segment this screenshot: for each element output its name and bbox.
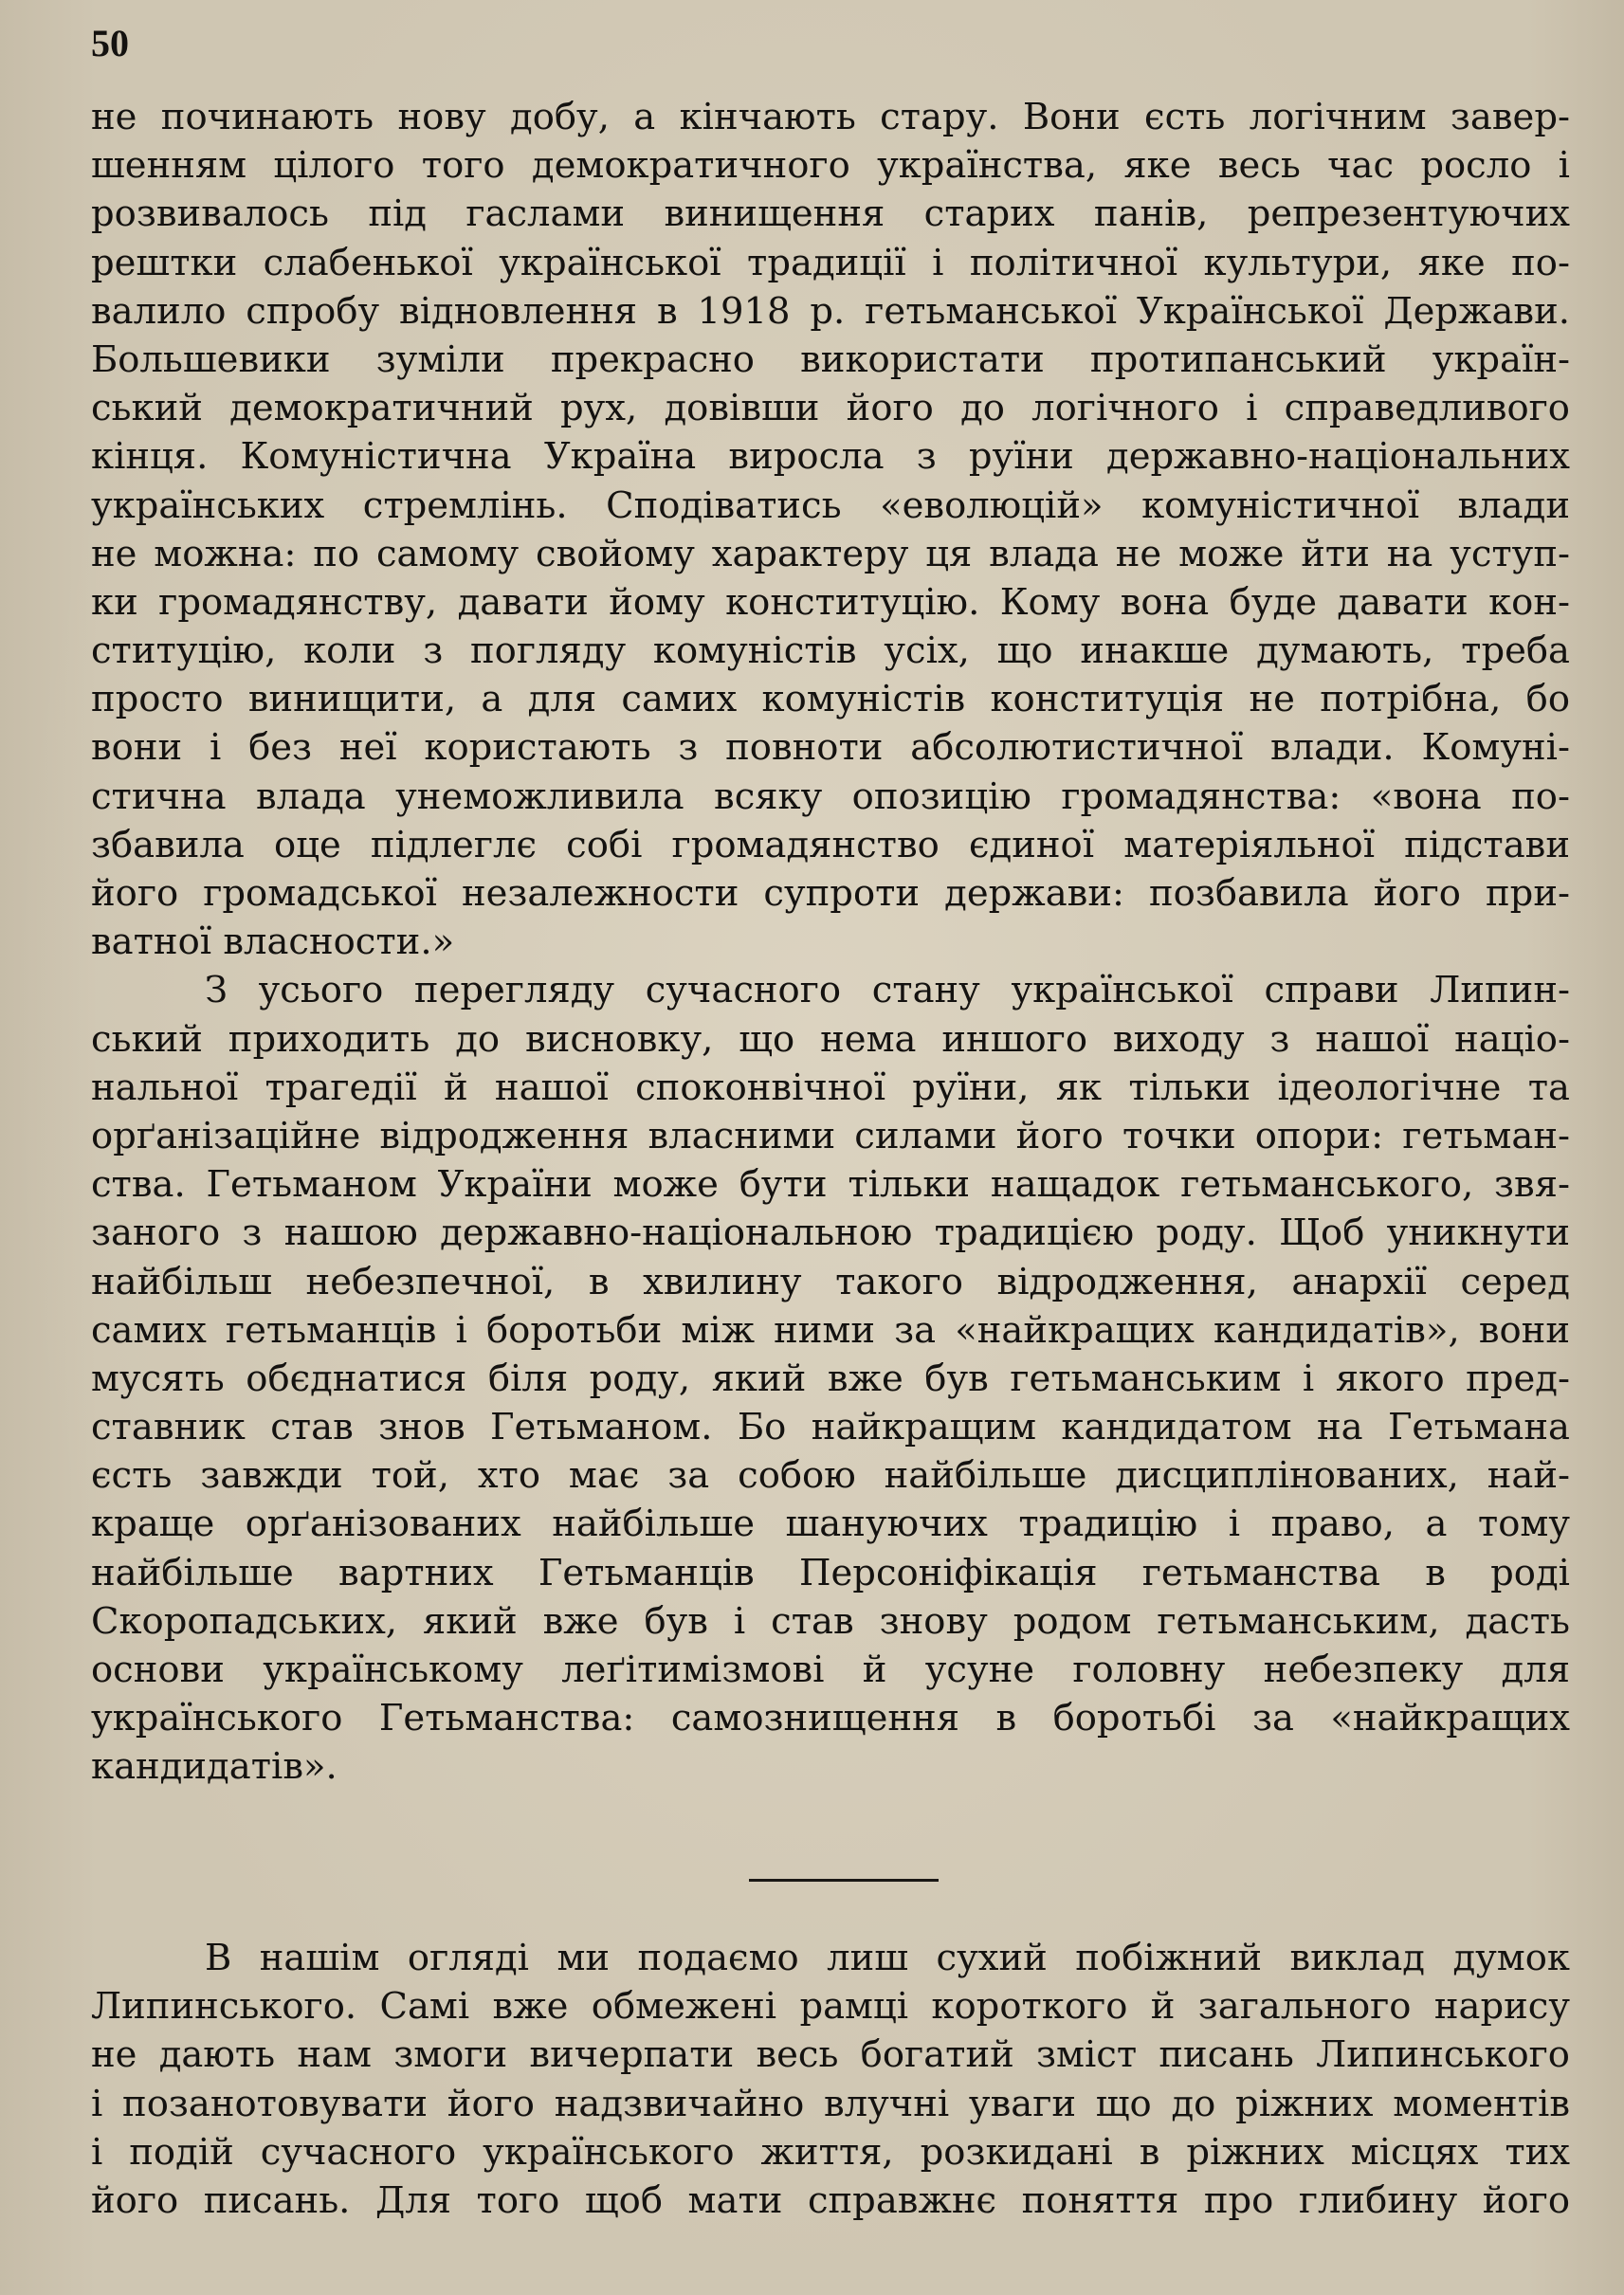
text-line: краще орґанізованих найбільше шануючих традицію і право, а тому [91,1503,1570,1546]
text-line: основи українському леґітимізмові й усуне головну небезпеку для [91,1648,1570,1691]
text-line: найбільш небезпечної, в хвилину такого відродження, анархії серед [91,1260,1570,1303]
text-line: орґанізаційне відродження власними силами його точки опори: гетьман- [91,1114,1570,1157]
text-line: З усього перегляду сучасного стану української справи Липин- [205,969,1570,1012]
paragraph-3 [91,1934,1570,2225]
text-line: і позанотовувати його надзвичайно влучні уваги що до ріжних моментів [91,2082,1570,2125]
text-line: українського Гетьманства: самознищення в боротьбі за «найкращих [91,1697,1570,1740]
text-line: розвивалось під гаслами винищення старих панів, репрезентуючих [91,192,1570,236]
text-line: просто винищити, а для самих комуністів конституція не потрібна, бо [91,678,1570,721]
text-line: валило спробу відновлення в 1918 р. гетьманської Української Держави. [91,289,1570,333]
section-divider [749,1879,939,1882]
text-line: Скоропадських, який вже був і став знову родом гетьманським, дасть [91,1599,1570,1643]
text-block-lower [91,1934,1570,2225]
text-line: не починають нову добу, а кінчають стару. Вони єсть логічним завер- [91,96,1570,138]
text-line: нальної трагедії й нашої споконвічної руїни, як тільки ідеологічне та [91,1066,1570,1109]
text-line: ства. Гетьманом України може бути тільки нащадок гетьманського, звя- [91,1163,1570,1207]
text-line: збавила оце підлеглє собі громадянство єдиної матеріяльної підстави [91,823,1570,866]
text-line: і подій сучасного українського життя, розкидані в ріжних місцях тих [91,2130,1570,2174]
text-line: ський демократичний рух, довівши його до логічного і справедливого [91,387,1570,430]
text-line: стична влада унеможливила всяку опозицію громадянства: «вона по- [91,774,1570,818]
text-line: не можна: по самому свойому характеру ця влада не може йти на уступ- [91,532,1570,575]
text-line: українських стремлінь. Сподіватись «еволюцій» комуністичної влади [91,483,1570,527]
text-line: кінця. Комуністична Україна виросла з руїни державно-національних [91,435,1570,479]
text-block-upper [91,93,1570,1792]
text-line: ставник став знов Гетьманом. Бо найкращим кандидатом на Гетьмана [91,1406,1570,1449]
text-line: кандидатів». [91,1745,338,1789]
text-line: його писань. Для того щоб мати справжнє поняття про глибину його [91,2178,1570,2222]
text-line: ський приходить до висновку, що нема иншого виходу з нашої націо- [91,1017,1570,1061]
text-line: рештки слабенької української традиції і політичної культури, яке по- [91,241,1570,284]
text-line: Большевики зуміли прекрасно використати протипанський україн- [91,337,1570,381]
text-line: найбільше вартних Гетьманців Персоніфікація гетьманства в роді [91,1551,1570,1594]
text-line: В нашім огляді ми подаємо лиш сухий побіжний виклад думок [205,1937,1570,1979]
text-line: ституцію, коли з погляду комуністів усіх, що инакше думають, треба [91,629,1570,673]
text-line: шенням цілого того демократичного українства, яке весь час росло і [91,144,1570,188]
text-line: ватної власности.» [91,920,455,964]
paragraph-1 [91,93,1570,966]
text-line: мусять обєднатися біля роду, який вже був гетьманським і якого пред- [91,1357,1570,1400]
text-line: його громадської незалежности супроти держави: позбавила його при- [91,872,1570,915]
text-line: самих гетьманців і боротьби між ними за «найкращих кандидатів», вони [91,1308,1570,1352]
text-line: вони і без неї користають з повноти абсолютистичної влади. Комуні- [91,726,1570,770]
text-line: Липинського. Самі вже обмежені рамці короткого й загального нарису [91,1985,1570,2029]
text-line: не дають нам змоги вичерпати весь богатий зміст писань Липинського [91,2033,1570,2077]
paragraph-2 [91,966,1570,1791]
text-line: єсть завжди той, хто має за собою найбільше дисциплінованих, най- [91,1454,1570,1498]
page-number: 50 [91,22,129,64]
text-line: ки громадянству, давати йому конституцію. Кому вона буде давати кон- [91,580,1570,624]
text-line: заного з нашою державно-національною традицією роду. Щоб уникнути [91,1211,1570,1255]
